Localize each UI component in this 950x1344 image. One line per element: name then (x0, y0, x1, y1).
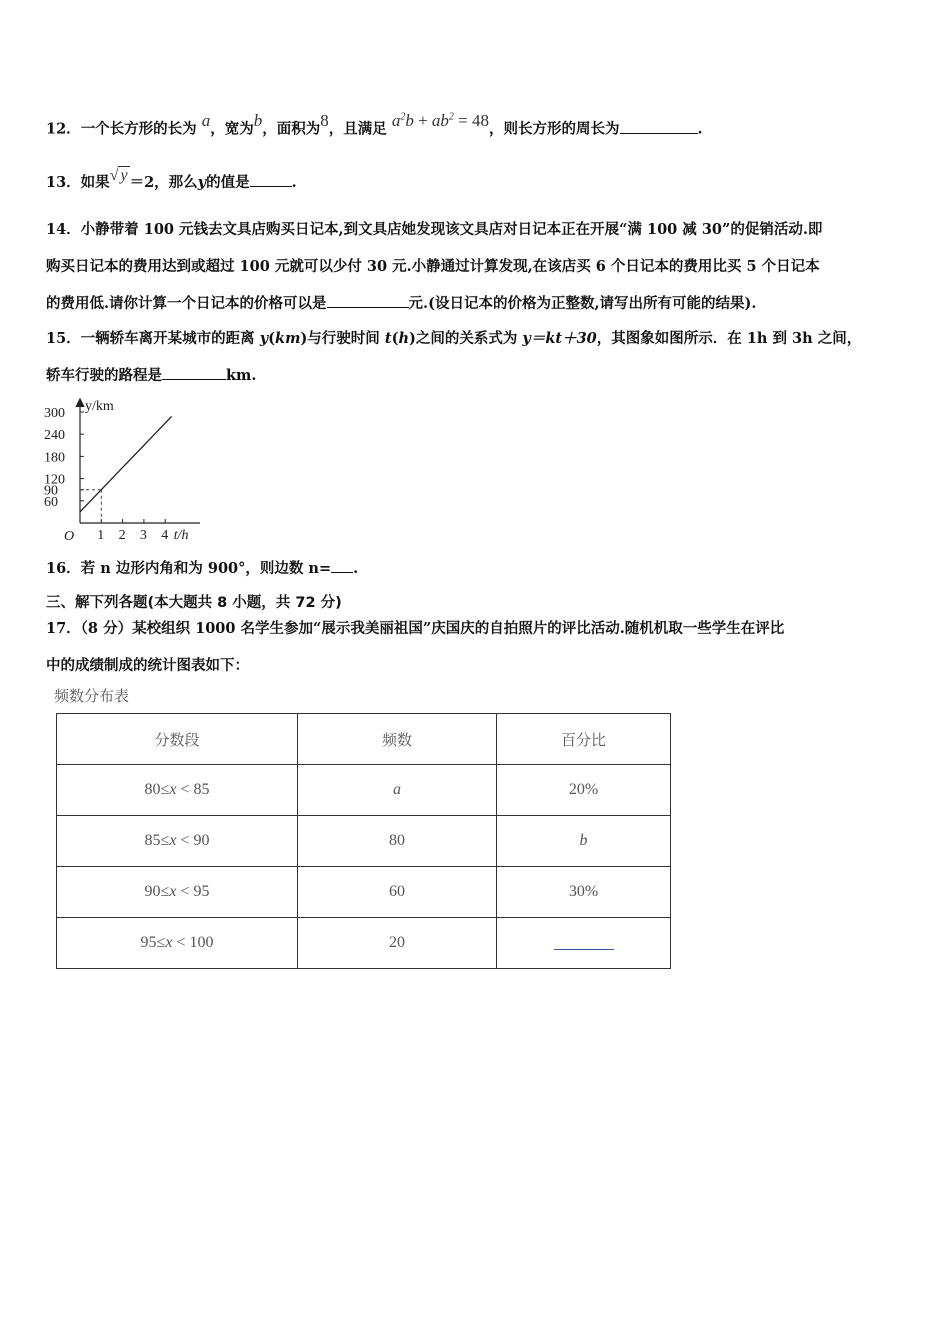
q14-text-a: 的费用低.请你计算一个日记本的价格可以是 (46, 295, 327, 312)
table-row (57, 918, 671, 969)
q14-text-b: 元.(设日记本的价格为正整数,请写出所有可能的结果). (408, 295, 757, 312)
percentage-blank[interactable] (497, 918, 671, 969)
table-row (57, 765, 671, 816)
q12-equation: $a^2b + ab^2 = 48$ (391, 110, 489, 130)
question-14-line-2: 购买日记本的费用达到或超过 100 元就可以少付 30 元.小静通过计算发现,在该店买 6 个日记本的费用比买 5 个日记本 (46, 258, 820, 275)
q12-area: 8 (320, 110, 329, 130)
table-row (57, 867, 671, 918)
frequency: 80 (298, 816, 497, 867)
percentage: b (497, 816, 671, 867)
q12-number: 12． (46, 120, 81, 138)
question-12 (46, 106, 906, 148)
series-line (80, 416, 172, 511)
question-17-line-2: 中的成绩制成的统计图表如下： (46, 657, 249, 674)
frequency: 60 (298, 867, 497, 918)
q13-period: . (291, 174, 297, 191)
header-percentage: 百分比 (497, 714, 671, 765)
q12-text-4: ，且满足 (328, 120, 387, 138)
score-range: 95≤x < 100 (57, 918, 298, 969)
y-tick-label: 300 (44, 406, 65, 421)
question-15-line-2 (46, 357, 906, 394)
q13-text-1: 13．如果 (46, 174, 110, 191)
section-3-heading: 三、解下列各题(本大题共 8 小题，共 72 分) (46, 595, 342, 611)
origin-label: O (64, 529, 75, 544)
question-16 (46, 550, 906, 587)
y-tick-label: 240 (44, 428, 65, 444)
question-14-line-1: 14．小静带着 100 元钱去文具店购买日记本,到文具店她发现该文具店对日记本正在开展“满 100 减 30”的促销活动.即 (46, 221, 823, 238)
q13-answer-blank[interactable] (250, 172, 292, 187)
x-tick-label: 4 (161, 528, 169, 543)
x-axis-label: t/h (173, 528, 189, 543)
q12-text-3: ，面积为 (262, 120, 321, 138)
q13-text-3: 的值是 (206, 174, 250, 191)
q16-period: . (353, 560, 359, 577)
y-tick-label: 120 (44, 472, 65, 488)
q12-text-2: ，宽为 (210, 120, 254, 138)
y-tick-label: 90 (44, 483, 58, 499)
q12-var-b: b (253, 110, 263, 130)
score-range: 85≤x < 90 (57, 816, 298, 867)
q15-text-2b: km. (226, 367, 257, 384)
sqrt-y: √ y (109, 167, 128, 184)
percentage-answer-line[interactable] (554, 931, 614, 950)
frequency: a (298, 765, 497, 816)
table-caption: 频数分布表 (54, 687, 130, 705)
q15-answer-blank[interactable] (162, 365, 226, 380)
q13-var-y: y (197, 174, 207, 191)
question-13 (46, 164, 906, 201)
chart-series (80, 416, 172, 523)
x-tick-label: 2 (118, 528, 126, 543)
q15-text-a: 15．一辆轿车离开某城市的距离 (46, 330, 260, 347)
table-header-row (57, 714, 671, 765)
question-17-line-1: 17．（8 分）某校组织 1000 名学生参加“展示我美丽祖国”庆国庆的自拍照片的评比活动.随机机取一些学生在评比 (46, 620, 785, 637)
q16-answer-blank[interactable] (331, 558, 353, 573)
x-tick-label: 3 (139, 528, 147, 543)
frequency-table (56, 713, 671, 969)
q12-var-a: a (201, 110, 211, 130)
q12-text-1: 一个长方形的长为 (80, 120, 197, 138)
score-range: 90≤x < 95 (57, 867, 298, 918)
q14-answer-blank[interactable] (327, 293, 409, 308)
q12-text-5: ，则长方形的周长为 (489, 120, 620, 138)
chart-axes (80, 400, 200, 523)
header-frequency: 频数 (298, 714, 497, 765)
q16-text-a: 16．若 n 边形内角和为 900°，则边数 n= (46, 560, 332, 577)
question-14-line-3 (46, 285, 906, 322)
y-tick-label: 180 (44, 450, 65, 466)
percentage: 30% (497, 867, 671, 918)
table-row (57, 816, 671, 867)
q15-formula: y＝kt＋30 (522, 330, 597, 347)
y-tick-label: 60 (44, 494, 58, 510)
header-score-range: 分数段 (57, 714, 298, 765)
q13-text-2: ＝2，那么 (129, 174, 198, 191)
frequency: 20 (298, 918, 497, 969)
q15-text-2a: 轿车行驶的路程是 (46, 367, 162, 384)
distance-time-graph (40, 394, 200, 544)
score-range: 80≤x < 85 (57, 765, 298, 816)
x-tick-label: 1 (97, 528, 105, 543)
y-axis-label: y/km (85, 399, 114, 414)
q12-period: . (697, 120, 703, 138)
percentage: 20% (497, 765, 671, 816)
question-15-line-1: 15．一辆轿车离开某城市的距离 y(km)与行驶时间 t(h)之间的关系式为 y＝kt＋30，其图象如图所示．在 1h 到 3h 之间， (46, 330, 862, 347)
q12-answer-blank[interactable] (620, 119, 698, 134)
